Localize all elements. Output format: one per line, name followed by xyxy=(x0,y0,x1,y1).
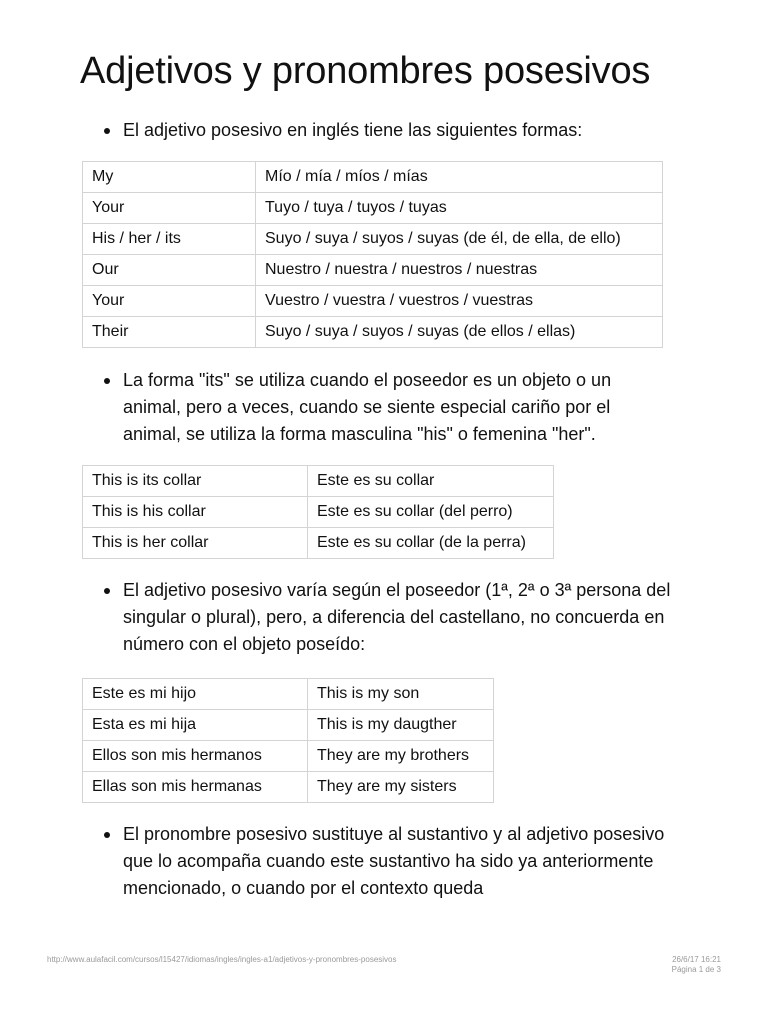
table-cell: Tuyo / tuya / tuyos / tuyas xyxy=(256,193,663,224)
table-cell: Este es su collar xyxy=(308,466,554,497)
table-row xyxy=(83,193,663,224)
table-cell: Suyo / suya / suyos / suyas (de él, de ella, de ello) xyxy=(256,224,663,255)
table-row xyxy=(83,317,663,348)
table-row xyxy=(83,772,494,803)
table-row xyxy=(83,224,663,255)
table-cell: Ellos son mis hermanos xyxy=(83,741,308,772)
table-cell: Este es su collar (del perro) xyxy=(308,497,554,528)
table-row xyxy=(83,286,663,317)
table-cell: Mío / mía / míos / mías xyxy=(256,162,663,193)
table-cell: They are my brothers xyxy=(308,741,494,772)
table-cell: This is its collar xyxy=(83,466,308,497)
table-cell: Their xyxy=(83,317,256,348)
footer-url[interactable]: http://www.aulafacil.com/cursos/l15427/idiomas/ingles/ingles-a1/adjetivos-y-pronombres-posesivos xyxy=(47,955,397,964)
table-cell: Suyo / suya / suyos / suyas (de ellos / ellas) xyxy=(256,317,663,348)
table-cell: His / her / its xyxy=(83,224,256,255)
table-cell: This is my daugther xyxy=(308,710,494,741)
table-cell: Vuestro / vuestra / vuestros / vuestras xyxy=(256,286,663,317)
bullet-pronoun-definition: El pronombre posesivo sustituye al sustantivo y al adjetivo posesivo que lo acompaña cuando este sustantivo ha sido ya anteriormente mencionado, o cuando por el contexto queda xyxy=(123,821,683,902)
table-row xyxy=(83,162,663,193)
table-cell: They are my sisters xyxy=(308,772,494,803)
page-title: Adjetivos y pronombres posesivos xyxy=(80,50,651,92)
bullet-possessive-forms: El adjetivo posesivo en inglés tiene las siguientes formas: xyxy=(123,117,703,144)
table-row xyxy=(83,528,554,559)
table-cell: Nuestro / nuestra / nuestros / nuestras xyxy=(256,255,663,286)
table-cell: This is my son xyxy=(308,679,494,710)
table-cell: Este es su collar (de la perra) xyxy=(308,528,554,559)
possessive-adjectives-table xyxy=(82,161,663,348)
table-cell: This is her collar xyxy=(83,528,308,559)
table-row xyxy=(83,710,494,741)
table-cell: Your xyxy=(83,286,256,317)
footer-date: 26/6/17 16:21 xyxy=(672,955,721,964)
table-cell: This is his collar xyxy=(83,497,308,528)
table-row xyxy=(83,741,494,772)
table-cell: Esta es mi hija xyxy=(83,710,308,741)
family-examples-table xyxy=(82,678,494,803)
bullet-possessor-agreement: El adjetivo posesivo varía según el poseedor (1ª, 2ª o 3ª persona del singular o plural), pero, a diferencia del castellano, no concuerda en número con el objeto poseído: xyxy=(123,577,693,658)
footer-page-number: Página 1 de 3 xyxy=(671,965,721,974)
table-cell: Your xyxy=(83,193,256,224)
table-row xyxy=(83,679,494,710)
table-row xyxy=(83,497,554,528)
table-cell: Our xyxy=(83,255,256,286)
table-cell: My xyxy=(83,162,256,193)
table-row xyxy=(83,255,663,286)
table-cell: Este es mi hijo xyxy=(83,679,308,710)
table-cell: Ellas son mis hermanas xyxy=(83,772,308,803)
collar-examples-table xyxy=(82,465,554,559)
bullet-its-usage: La forma "its" se utiliza cuando el poseedor es un objeto o un animal, pero a veces, cuando se siente especial cariño por el animal, se utiliza la forma masculina "his" o femenina "her". xyxy=(123,367,668,448)
table-row xyxy=(83,466,554,497)
footer-meta xyxy=(672,955,721,975)
